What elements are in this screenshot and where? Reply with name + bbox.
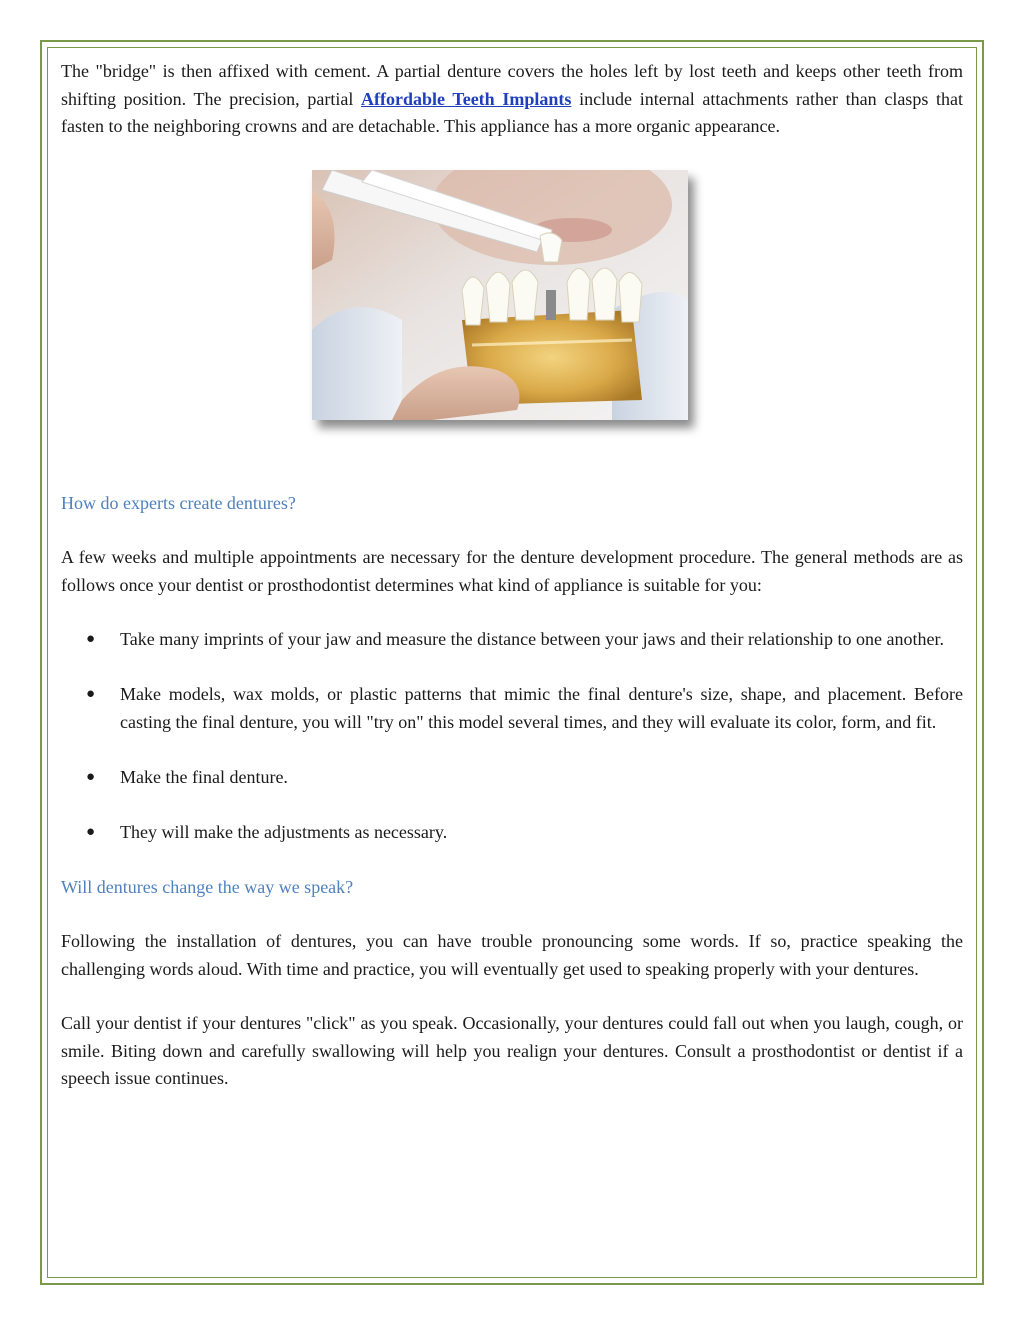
list-item-text: Make the final denture. <box>120 766 288 787</box>
affordable-teeth-implants-link[interactable]: Affordable Teeth Implants <box>361 88 572 109</box>
list-item-text: Make models, wax molds, or plastic patterns that mimic the final denture's size, shape, and placement. Before casting the final denture, you will "try on" this model several times, and they will evaluate its color, form, and fit. <box>120 684 963 732</box>
list-item-text: They will make the adjustments as necessary. <box>120 821 448 842</box>
list-item-text: Take many imprints of your jaw and measure the distance between your jaws and their relationship to one another. <box>120 629 944 649</box>
denture-model-photo <box>312 170 688 420</box>
document-body <box>61 58 963 1093</box>
section2-paragraph-2: Call your dentist if your dentures "click" as you speak. Occasionally, your dentures could fall out when you laugh, cough, or smile. Biting down and carefully swallowing will help you realign your dentures. Consult a prosthodontist or dentist if a speech issue continues. <box>61 1013 963 1088</box>
list-item <box>61 681 963 736</box>
spacer <box>61 983 963 1010</box>
intro-text-after-link: include internal attachments rather than clasps that fasten to the neighboring crowns and are detachable. This appliance has a more organic appearance. <box>61 88 963 136</box>
section-heading-create-dentures: How do experts create dentures? <box>61 492 296 513</box>
list-item <box>61 819 963 847</box>
bullet-icon: ● <box>86 686 96 702</box>
bullet-icon: ● <box>86 768 96 785</box>
list-item <box>61 764 963 792</box>
section1-paragraph: A few weeks and multiple appointments are necessary for the denture development procedure. The general methods are as follows once your dentist or prosthodontist determines what kind of appliance is suitable for you: <box>61 547 963 595</box>
section-heading-speech: Will dentures change the way we speak? <box>61 876 354 897</box>
list-item <box>61 626 963 654</box>
spacer <box>61 599 963 626</box>
intro-paragraph <box>61 58 963 141</box>
bullet-icon: ● <box>86 631 96 647</box>
intro-text-before-link: The "bridge" is then affixed with cement. A partial denture covers the holes left by lost teeth and keeps other teeth from shifting position. The precision, partial <box>61 61 963 109</box>
section2-paragraph-1: Following the installation of dentures, you can have trouble pronouncing some words. If so, practice speaking the challenging words aloud. With time and practice, you will eventually get used to speaking properly with your dentures. <box>61 931 963 979</box>
figure <box>61 159 963 434</box>
bullet-icon: ● <box>86 823 96 840</box>
steps-list <box>61 626 963 846</box>
